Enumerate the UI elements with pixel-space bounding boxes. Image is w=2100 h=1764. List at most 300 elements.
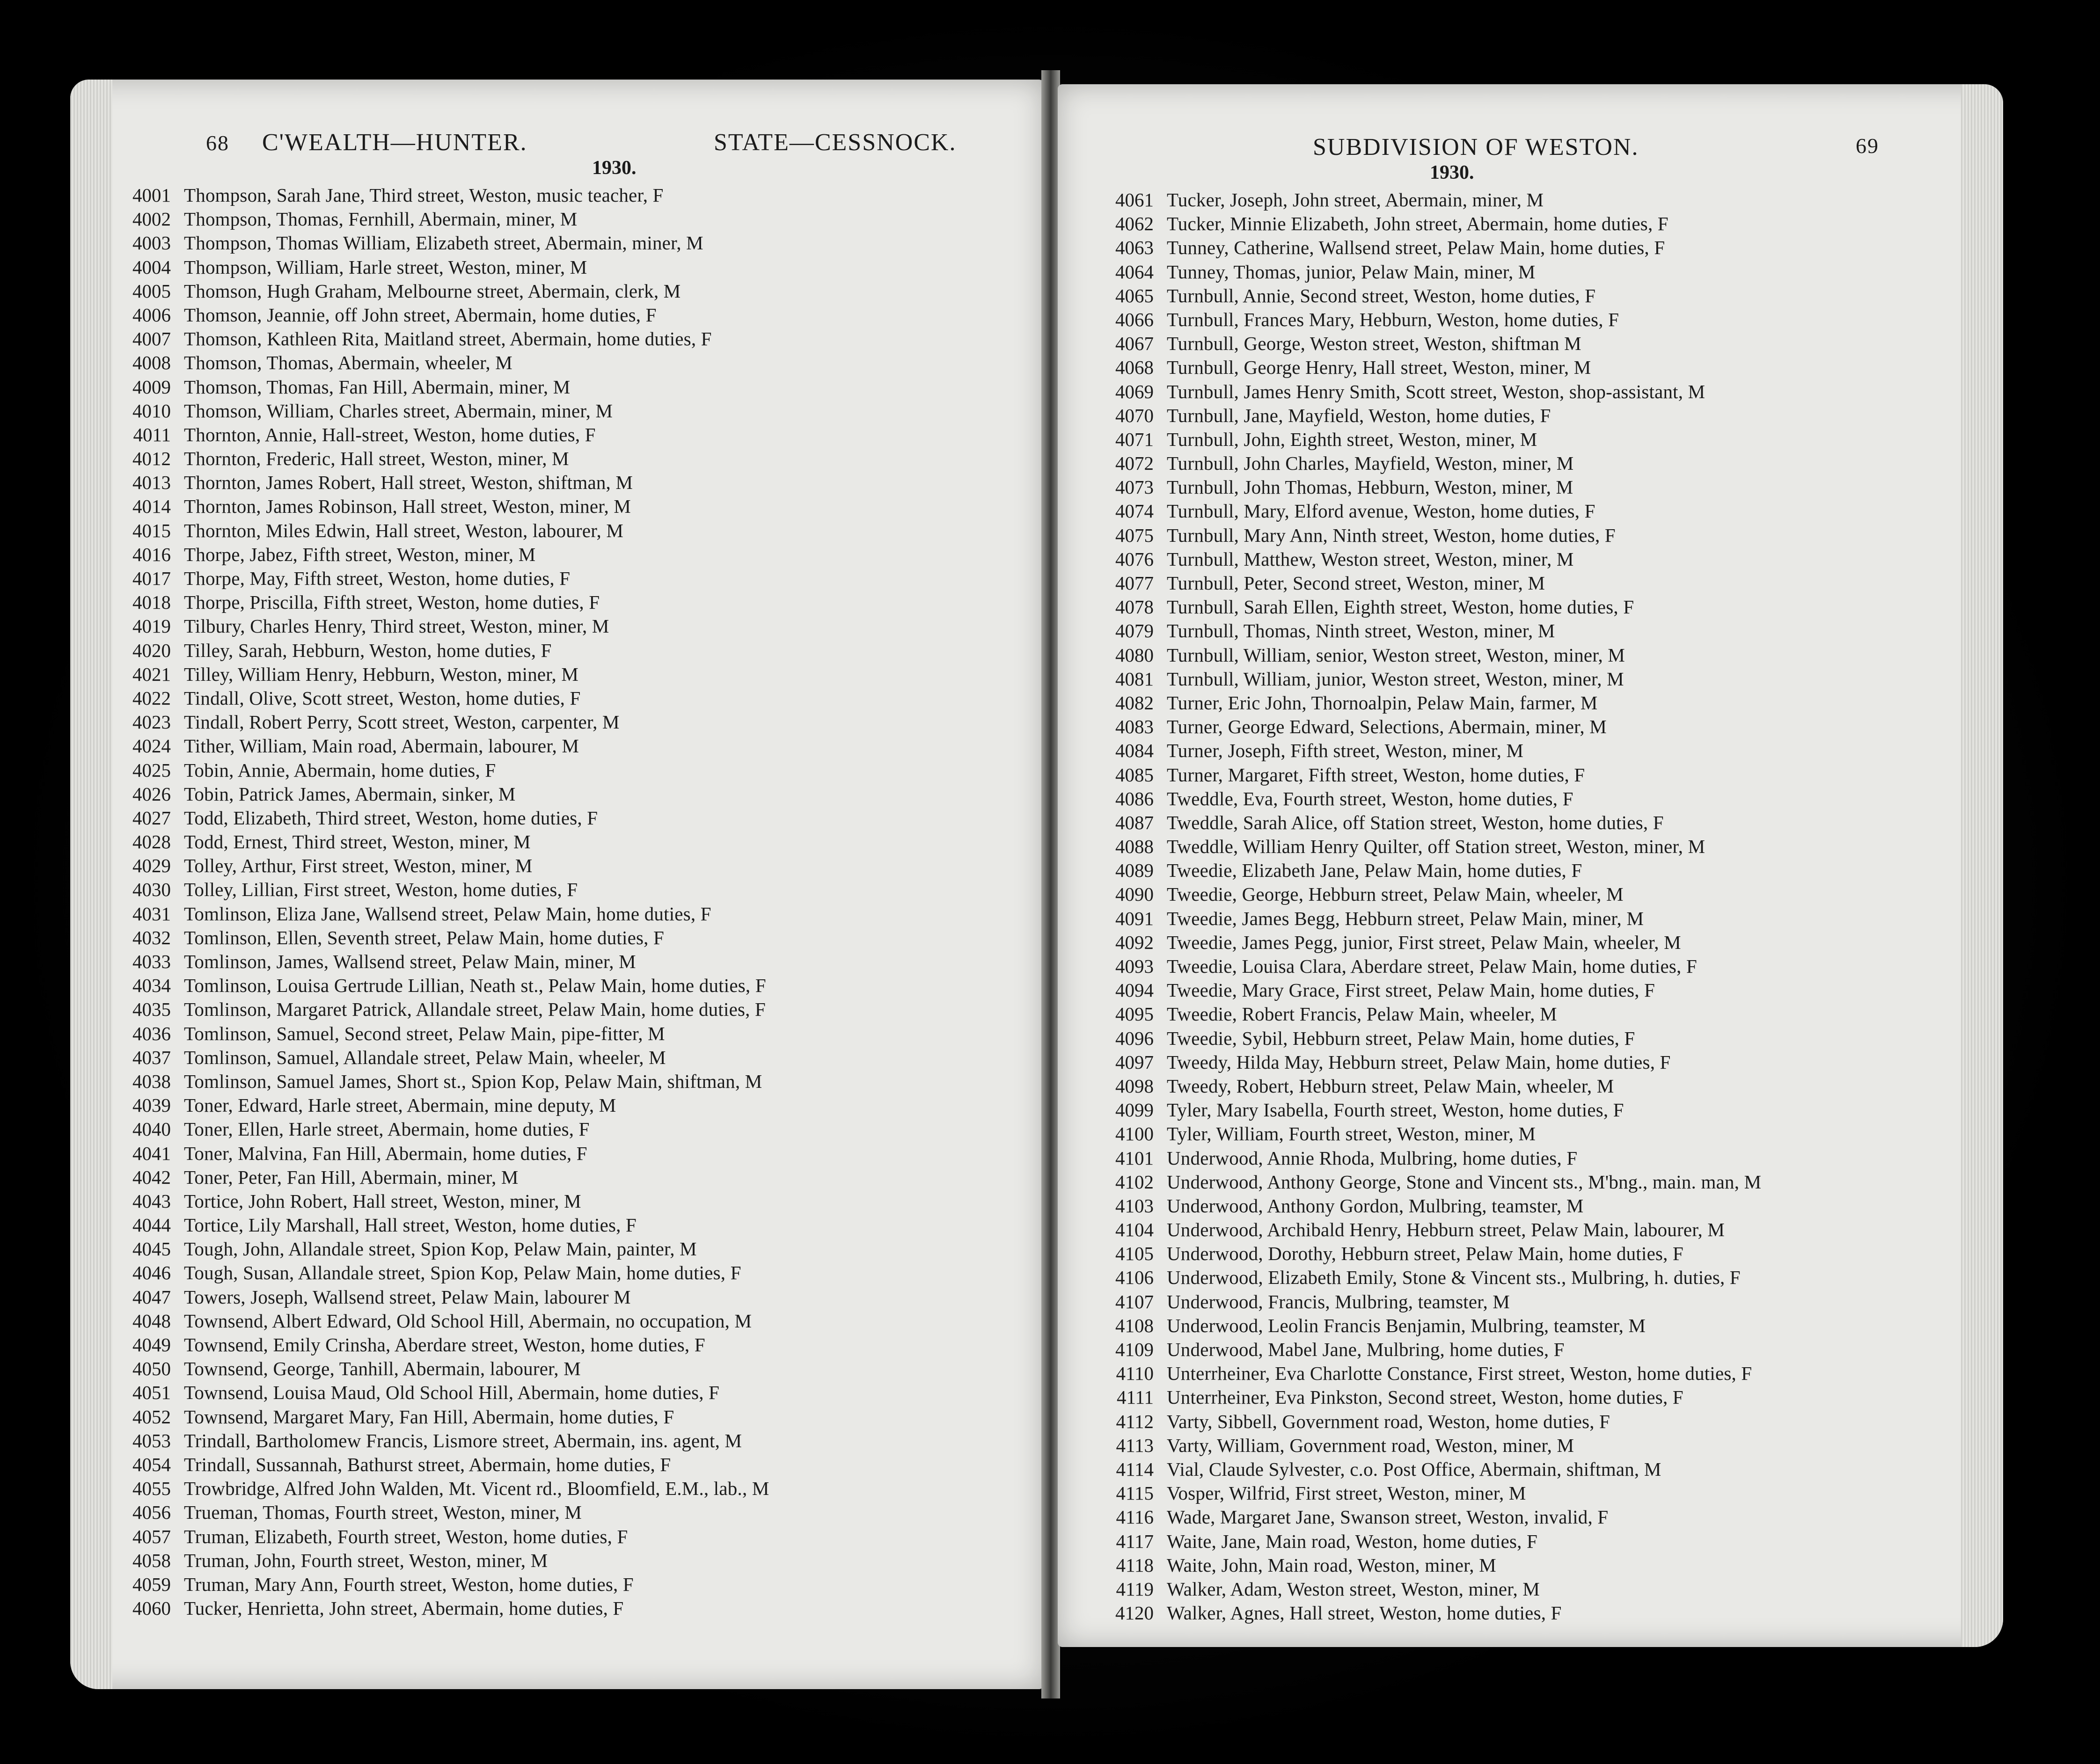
roll-entry bbox=[110, 758, 769, 782]
roll-entry bbox=[110, 974, 769, 998]
roll-entry bbox=[110, 1213, 769, 1237]
entry-text: Tobin, Patrick James, Abermain, sinker, M bbox=[184, 783, 516, 805]
entry-text: Turnbull, Matthew, Weston street, Weston, miner, M bbox=[1167, 548, 1574, 570]
entry-number: 4069 bbox=[1115, 380, 1154, 402]
entry-text: Underwood, Anthony George, Stone and Vincent sts., M'bng., main. man, M bbox=[1167, 1171, 1762, 1193]
roll-entry bbox=[1095, 1146, 1761, 1170]
entry-number: 4115 bbox=[1116, 1482, 1154, 1504]
roll-entry bbox=[1095, 308, 1761, 332]
entry-text: Underwood, Dorothy, Hebburn street, Pelaw Main, home duties, F bbox=[1167, 1243, 1684, 1265]
roll-entry bbox=[110, 231, 769, 255]
right-entry-list bbox=[1095, 188, 1761, 1625]
entry-number: 4006 bbox=[132, 304, 171, 326]
entry-text: Tilley, William Henry, Hebburn, Weston, miner, M bbox=[184, 663, 579, 685]
roll-entry bbox=[1095, 428, 1761, 452]
entry-text: Truman, Elizabeth, Fourth street, Weston, home duties, F bbox=[184, 1525, 628, 1547]
roll-entry bbox=[110, 998, 769, 1021]
entry-number: 4082 bbox=[1115, 692, 1154, 714]
roll-entry bbox=[110, 590, 769, 614]
entry-number: 4030 bbox=[132, 879, 171, 901]
roll-entry bbox=[110, 1022, 769, 1046]
entry-number: 4021 bbox=[132, 663, 171, 685]
entry-text: Tyler, Mary Isabella, Fourth street, Weston, home duties, F bbox=[1167, 1099, 1624, 1121]
entry-text: Thompson, Thomas William, Elizabeth street, Abermain, miner, M bbox=[184, 232, 703, 254]
entry-text: Thomson, Hugh Graham, Melbourne street, Abermain, clerk, M bbox=[184, 280, 681, 302]
entry-number: 4088 bbox=[1115, 836, 1154, 858]
entry-number: 4041 bbox=[132, 1142, 171, 1164]
entry-text: Tweedie, Robert Francis, Pelaw Main, wheeler, M bbox=[1167, 1003, 1557, 1025]
entry-number: 4027 bbox=[132, 807, 171, 829]
entry-text: Underwood, Francis, Mulbring, teamster, M bbox=[1167, 1290, 1510, 1312]
entry-text: Walker, Agnes, Hall street, Weston, home duties, F bbox=[1167, 1602, 1562, 1624]
entry-text: Thorpe, Priscilla, Fifth street, Weston, home duties, F bbox=[184, 591, 600, 613]
roll-entry bbox=[1095, 763, 1761, 787]
entry-number: 4092 bbox=[1115, 931, 1154, 953]
roll-entry bbox=[1095, 1170, 1761, 1194]
entry-text: Tucker, Henrietta, John street, Abermain, home duties, F bbox=[184, 1597, 624, 1619]
roll-entry bbox=[1095, 260, 1761, 284]
entry-text: Waite, Jane, Main road, Weston, home duties, F bbox=[1167, 1530, 1538, 1552]
roll-entry bbox=[1095, 1601, 1761, 1625]
entry-number: 4002 bbox=[132, 208, 171, 230]
entry-text: Tomlinson, Louisa Gertrude Lillian, Neath st., Pelaw Main, home duties, F bbox=[184, 975, 766, 997]
roll-entry bbox=[1095, 1338, 1761, 1362]
roll-entry bbox=[1095, 380, 1761, 404]
entry-text: Truman, John, Fourth street, Weston, miner, M bbox=[184, 1549, 548, 1571]
entry-number: 4036 bbox=[132, 1022, 171, 1044]
entry-text: Townsend, Margaret Mary, Fan Hill, Abermain, home duties, F bbox=[184, 1406, 674, 1428]
entry-text: Thomson, Thomas, Fan Hill, Abermain, miner, M bbox=[184, 376, 571, 398]
entry-number: 4053 bbox=[132, 1429, 171, 1451]
entry-number: 4080 bbox=[1115, 644, 1154, 666]
entry-number: 4096 bbox=[1115, 1027, 1154, 1049]
entry-number: 4109 bbox=[1115, 1339, 1154, 1360]
entry-text: Turnbull, George, Weston street, Weston, shiftman M bbox=[1167, 333, 1581, 355]
entry-number: 4007 bbox=[132, 328, 171, 350]
entry-text: Towers, Joseph, Wallsend street, Pelaw Main, labourer M bbox=[184, 1286, 631, 1308]
roll-entry bbox=[110, 686, 769, 710]
entry-number: 4013 bbox=[132, 472, 171, 494]
entry-text: Thomson, William, Charles street, Abermain, miner, M bbox=[184, 400, 613, 422]
entry-text: Tweddle, Sarah Alice, off Station street, Weston, home duties, F bbox=[1167, 811, 1664, 833]
roll-entry bbox=[110, 1429, 769, 1453]
roll-entry bbox=[1095, 1218, 1761, 1242]
roll-entry bbox=[1095, 978, 1761, 1002]
right-header-title: SUBDIVISION OF WESTON. bbox=[1313, 134, 1639, 160]
roll-entry bbox=[110, 854, 769, 878]
roll-entry bbox=[1095, 1434, 1761, 1458]
entry-number: 4057 bbox=[132, 1525, 171, 1547]
roll-entry bbox=[110, 782, 769, 806]
roll-entry bbox=[110, 830, 769, 854]
entry-number: 4065 bbox=[1115, 284, 1154, 306]
entry-number: 4052 bbox=[132, 1406, 171, 1428]
entry-number: 4064 bbox=[1115, 261, 1154, 283]
entry-number: 4103 bbox=[1115, 1195, 1154, 1217]
entry-number: 4045 bbox=[132, 1238, 171, 1260]
entry-number: 4044 bbox=[132, 1214, 171, 1236]
entry-text: Tindall, Olive, Scott street, Weston, home duties, F bbox=[184, 687, 581, 709]
roll-entry bbox=[1095, 1194, 1761, 1218]
roll-entry bbox=[1095, 739, 1761, 763]
entry-text: Trindall, Bartholomew Francis, Lismore street, Abermain, ins. agent, M bbox=[184, 1429, 742, 1451]
entry-text: Tomlinson, Samuel, Allandale street, Pelaw Main, wheeler, M bbox=[184, 1046, 666, 1068]
entry-number: 4024 bbox=[132, 735, 171, 757]
roll-entry bbox=[1095, 1314, 1761, 1338]
entry-text: Turnbull, Peter, Second street, Weston, miner, M bbox=[1167, 572, 1545, 594]
entry-text: Turnbull, John Charles, Mayfield, Weston, miner, M bbox=[1167, 452, 1574, 474]
entry-text: Turnbull, Sarah Ellen, Eighth street, Weston, home duties, F bbox=[1167, 596, 1634, 618]
entry-text: Turnbull, Mary, Elford avenue, Weston, home duties, F bbox=[1167, 500, 1595, 522]
entry-number: 4084 bbox=[1115, 740, 1154, 762]
entry-text: Walker, Adam, Weston street, Weston, miner, M bbox=[1167, 1578, 1540, 1600]
entry-text: Trindall, Sussannah, Bathurst street, Abermain, home duties, F bbox=[184, 1453, 671, 1475]
entry-number: 4102 bbox=[1115, 1171, 1154, 1193]
roll-entry bbox=[110, 519, 769, 543]
entry-number: 4094 bbox=[1115, 979, 1154, 1001]
roll-entry bbox=[1095, 332, 1761, 356]
roll-entry bbox=[110, 1405, 769, 1429]
entry-text: Unterrheiner, Eva Pinkston, Second street, Weston, home duties, F bbox=[1167, 1386, 1683, 1408]
entry-number: 4062 bbox=[1115, 213, 1154, 235]
entry-number: 4056 bbox=[132, 1502, 171, 1523]
entry-number: 4040 bbox=[132, 1118, 171, 1140]
entry-number: 4042 bbox=[132, 1166, 171, 1188]
roll-entry bbox=[1095, 547, 1761, 571]
roll-entry bbox=[1095, 356, 1761, 379]
entry-number: 4043 bbox=[132, 1190, 171, 1212]
entry-number: 4098 bbox=[1115, 1075, 1154, 1097]
roll-entry bbox=[110, 1070, 769, 1093]
entry-text: Tomlinson, Eliza Jane, Wallsend street, Pelaw Main, home duties, F bbox=[184, 903, 711, 925]
entry-text: Underwood, Elizabeth Emily, Stone & Vincent sts., Mulbring, h. duties, F bbox=[1167, 1267, 1741, 1289]
entry-text: Turnbull, Thomas, Ninth street, Weston, miner, M bbox=[1167, 620, 1555, 642]
roll-entry bbox=[1095, 188, 1761, 212]
roll-entry bbox=[110, 878, 769, 902]
roll-entry bbox=[110, 1381, 769, 1405]
roll-entry bbox=[110, 1261, 769, 1285]
roll-entry bbox=[110, 423, 769, 447]
roll-entry bbox=[110, 279, 769, 303]
entry-text: Thornton, James Robert, Hall street, Weston, shiftman, M bbox=[184, 472, 633, 494]
roll-entry bbox=[110, 1093, 769, 1117]
entry-text: Tunney, Thomas, junior, Pelaw Main, miner, M bbox=[1167, 261, 1536, 283]
entry-number: 4068 bbox=[1115, 357, 1154, 379]
roll-entry bbox=[110, 1142, 769, 1166]
roll-entry bbox=[110, 471, 769, 495]
entry-text: Thorpe, Jabez, Fifth street, Weston, miner, M bbox=[184, 543, 536, 565]
entry-text: Tomlinson, Samuel James, Short st., Spion Kop, Pelaw Main, shiftman, M bbox=[184, 1070, 762, 1092]
roll-entry bbox=[110, 447, 769, 471]
entry-number: 4060 bbox=[132, 1597, 171, 1619]
roll-entry bbox=[110, 902, 769, 926]
entry-number: 4108 bbox=[1115, 1314, 1154, 1336]
entry-number: 4054 bbox=[132, 1453, 171, 1475]
entry-text: Underwood, Anthony Gordon, Mulbring, teamster, M bbox=[1167, 1195, 1584, 1217]
entry-number: 4085 bbox=[1115, 764, 1154, 786]
roll-entry bbox=[110, 806, 769, 830]
roll-entry bbox=[1095, 1505, 1761, 1529]
entry-text: Varty, Sibbell, Government road, Weston, home duties, F bbox=[1167, 1410, 1610, 1432]
roll-entry bbox=[110, 567, 769, 590]
entry-text: Tucker, Minnie Elizabeth, John street, Abermain, home duties, F bbox=[1167, 213, 1668, 235]
roll-entry bbox=[1095, 643, 1761, 667]
entry-number: 4097 bbox=[1115, 1051, 1154, 1073]
roll-entry bbox=[110, 399, 769, 423]
roll-entry bbox=[1095, 667, 1761, 691]
roll-entry bbox=[1095, 1553, 1761, 1577]
roll-entry bbox=[110, 327, 769, 351]
entry-number: 4075 bbox=[1115, 524, 1154, 546]
entry-text: Thompson, Thomas, Fernhill, Abermain, miner, M bbox=[184, 208, 578, 230]
entry-number: 4038 bbox=[132, 1070, 171, 1092]
roll-entry bbox=[1095, 524, 1761, 547]
book-gutter bbox=[1041, 70, 1060, 1698]
roll-entry bbox=[110, 1285, 769, 1309]
entry-number: 4048 bbox=[132, 1310, 171, 1332]
entry-text: Thomson, Kathleen Rita, Maitland street, Abermain, home duties, F bbox=[184, 328, 712, 350]
entry-text: Thornton, James Robinson, Hall street, Weston, miner, M bbox=[184, 496, 631, 518]
entry-text: Tweddle, William Henry Quilter, off Station street, Weston, miner, M bbox=[1167, 836, 1705, 858]
entry-number: 4093 bbox=[1115, 955, 1154, 977]
entry-text: Truman, Mary Ann, Fourth street, Weston, home duties, F bbox=[184, 1573, 634, 1595]
entry-text: Tilbury, Charles Henry, Third street, Weston, miner, M bbox=[184, 615, 609, 637]
entry-text: Thomson, Jeannie, off John street, Abermain, home duties, F bbox=[184, 304, 657, 326]
entry-number: 4001 bbox=[132, 184, 171, 206]
entry-number: 4017 bbox=[132, 568, 171, 589]
entry-number: 4118 bbox=[1116, 1554, 1154, 1576]
entry-number: 4011 bbox=[133, 423, 171, 445]
roll-entry bbox=[1095, 1458, 1761, 1481]
entry-number: 4083 bbox=[1115, 716, 1154, 738]
left-year: 1930. bbox=[592, 157, 637, 179]
entry-number: 4016 bbox=[132, 543, 171, 565]
roll-entry bbox=[1095, 931, 1761, 955]
entry-number: 4086 bbox=[1115, 787, 1154, 809]
roll-entry bbox=[110, 1573, 769, 1596]
entry-text: Tweddle, Eva, Fourth street, Weston, home duties, F bbox=[1167, 787, 1573, 809]
entry-text: Tweedy, Robert, Hebburn street, Pelaw Main, wheeler, M bbox=[1167, 1075, 1614, 1097]
roll-entry bbox=[110, 710, 769, 734]
roll-entry bbox=[1095, 1242, 1761, 1266]
roll-entry bbox=[1095, 236, 1761, 260]
entry-text: Tweedie, Mary Grace, First street, Pelaw Main, home duties, F bbox=[1167, 979, 1655, 1001]
roll-entry bbox=[110, 1357, 769, 1381]
left-header-title: C'WEALTH—HUNTER. bbox=[262, 129, 527, 156]
entry-number: 4050 bbox=[132, 1358, 171, 1380]
roll-entry bbox=[1095, 619, 1761, 643]
entry-text: Turnbull, George Henry, Hall street, Weston, miner, M bbox=[1167, 357, 1591, 379]
entry-number: 4026 bbox=[132, 783, 171, 805]
entry-text: Tweedie, James Pegg, junior, First street, Pelaw Main, wheeler, M bbox=[1167, 931, 1681, 953]
entry-text: Tortice, Lily Marshall, Hall street, Weston, home duties, F bbox=[184, 1214, 637, 1236]
entry-number: 4091 bbox=[1115, 907, 1154, 929]
roll-entry bbox=[1095, 475, 1761, 499]
roll-entry bbox=[1095, 859, 1761, 882]
entry-text: Toner, Peter, Fan Hill, Abermain, miner, M bbox=[184, 1166, 519, 1188]
entry-number: 4073 bbox=[1115, 476, 1154, 498]
entry-text: Todd, Elizabeth, Third street, Weston, home duties, F bbox=[184, 807, 598, 829]
entry-text: Tomlinson, Samuel, Second street, Pelaw Main, pipe-fitter, M bbox=[184, 1022, 665, 1044]
entry-text: Turnbull, Mary Ann, Ninth street, Weston, home duties, F bbox=[1167, 524, 1616, 546]
roll-entry bbox=[1095, 907, 1761, 931]
left-entry-list bbox=[110, 183, 769, 1620]
entry-number: 4039 bbox=[132, 1094, 171, 1116]
entry-number: 4116 bbox=[1116, 1506, 1154, 1528]
entry-text: Trowbridge, Alfred John Walden, Mt. Vicent rd., Bloomfield, E.M., lab., M bbox=[184, 1478, 769, 1500]
page-edge-left bbox=[70, 80, 112, 1689]
entry-number: 4081 bbox=[1115, 668, 1154, 690]
entry-text: Todd, Ernest, Third street, Weston, miner, M bbox=[184, 831, 531, 853]
entry-text: Tweedie, Louisa Clara, Aberdare street, Pelaw Main, home duties, F bbox=[1167, 955, 1697, 977]
roll-entry bbox=[110, 1166, 769, 1189]
entry-text: Waite, John, Main road, Weston, miner, M bbox=[1167, 1554, 1496, 1576]
entry-number: 4047 bbox=[132, 1286, 171, 1308]
roll-entry bbox=[110, 207, 769, 231]
entry-number: 4074 bbox=[1115, 500, 1154, 522]
entry-text: Turner, George Edward, Selections, Abermain, miner, M bbox=[1167, 716, 1607, 738]
roll-entry bbox=[1095, 955, 1761, 978]
roll-entry bbox=[110, 1189, 769, 1213]
entry-number: 4020 bbox=[132, 639, 171, 661]
entry-number: 4015 bbox=[132, 519, 171, 541]
entry-number: 4009 bbox=[132, 376, 171, 398]
entry-number: 4004 bbox=[132, 256, 171, 278]
entry-number: 4078 bbox=[1115, 596, 1154, 618]
entry-number: 4104 bbox=[1115, 1219, 1154, 1241]
entry-text: Turnbull, William, senior, Weston street, Weston, miner, M bbox=[1167, 644, 1625, 666]
roll-entry bbox=[110, 926, 769, 950]
roll-entry bbox=[110, 1549, 769, 1573]
entry-text: Underwood, Leolin Francis Benjamin, Mulbring, teamster, M bbox=[1167, 1314, 1646, 1336]
entry-text: Underwood, Annie Rhoda, Mulbring, home duties, F bbox=[1167, 1147, 1578, 1169]
entry-text: Thorpe, May, Fifth street, Weston, home duties, F bbox=[184, 568, 571, 589]
entry-text: Vial, Claude Sylvester, c.o. Post Office, Abermain, shiftman, M bbox=[1167, 1458, 1661, 1480]
entry-number: 4071 bbox=[1115, 428, 1154, 450]
entry-text: Turnbull, Frances Mary, Hebburn, Weston, home duties, F bbox=[1167, 308, 1619, 330]
entry-number: 4037 bbox=[132, 1046, 171, 1068]
entry-number: 4022 bbox=[132, 687, 171, 709]
entry-number: 4061 bbox=[1115, 189, 1154, 211]
roll-entry bbox=[110, 255, 769, 279]
entry-number: 4112 bbox=[1116, 1410, 1154, 1432]
roll-entry bbox=[110, 614, 769, 638]
right-year: 1930. bbox=[1430, 162, 1474, 183]
roll-entry bbox=[1095, 1530, 1761, 1553]
entry-text: Townsend, Emily Crinsha, Aberdare street, Weston, home duties, F bbox=[184, 1334, 705, 1356]
roll-entry bbox=[110, 1477, 769, 1501]
right-page bbox=[1058, 84, 2003, 1647]
entry-number: 4014 bbox=[132, 496, 171, 518]
roll-entry bbox=[1095, 1074, 1761, 1098]
entry-text: Tweedie, Elizabeth Jane, Pelaw Main, home duties, F bbox=[1167, 860, 1582, 882]
roll-entry bbox=[110, 543, 769, 567]
entry-number: 4028 bbox=[132, 831, 171, 853]
entry-text: Thornton, Miles Edwin, Hall street, Weston, labourer, M bbox=[184, 519, 624, 541]
entry-text: Turnbull, John Thomas, Hebburn, Weston, miner, M bbox=[1167, 476, 1573, 498]
entry-text: Turnbull, Annie, Second street, Weston, home duties, F bbox=[1167, 284, 1596, 306]
entry-number: 4111 bbox=[1117, 1386, 1154, 1408]
roll-entry bbox=[110, 1237, 769, 1261]
entry-number: 4117 bbox=[1116, 1530, 1154, 1552]
entry-text: Thornton, Frederic, Hall street, Weston, miner, M bbox=[184, 448, 569, 470]
roll-entry bbox=[1095, 1481, 1761, 1505]
roll-entry bbox=[1095, 1362, 1761, 1385]
entry-text: Turner, Eric John, Thornoalpin, Pelaw Main, farmer, M bbox=[1167, 692, 1598, 714]
roll-entry bbox=[110, 375, 769, 399]
entry-number: 4063 bbox=[1115, 237, 1154, 259]
entry-text: Townsend, George, Tanhill, Abermain, labourer, M bbox=[184, 1358, 581, 1380]
entry-text: Turnbull, John, Eighth street, Weston, miner, M bbox=[1167, 428, 1537, 450]
roll-entry bbox=[1095, 1266, 1761, 1290]
entry-text: Tortice, John Robert, Hall street, Weston, miner, M bbox=[184, 1190, 581, 1212]
roll-entry bbox=[1095, 691, 1761, 715]
entry-text: Turner, Joseph, Fifth street, Weston, miner, M bbox=[1167, 740, 1524, 762]
entry-text: Varty, William, Government road, Weston, miner, M bbox=[1167, 1434, 1574, 1456]
roll-entry bbox=[1095, 1027, 1761, 1050]
entry-number: 4099 bbox=[1115, 1099, 1154, 1121]
entry-text: Trueman, Thomas, Fourth street, Weston, miner, M bbox=[184, 1502, 582, 1523]
left-page bbox=[70, 80, 1044, 1689]
entry-number: 4023 bbox=[132, 711, 171, 733]
entry-number: 4051 bbox=[132, 1382, 171, 1404]
entry-text: Tucker, Joseph, John street, Abermain, miner, M bbox=[1167, 189, 1544, 211]
roll-entry bbox=[110, 950, 769, 974]
roll-entry bbox=[1095, 452, 1761, 475]
entry-number: 4059 bbox=[132, 1573, 171, 1595]
roll-entry bbox=[1095, 715, 1761, 739]
entry-text: Thompson, Sarah Jane, Third street, Weston, music teacher, F bbox=[184, 184, 664, 206]
page-edge-right bbox=[1961, 84, 2003, 1647]
entry-number: 4077 bbox=[1115, 572, 1154, 594]
entry-text: Tough, John, Allandale street, Spion Kop, Pelaw Main, painter, M bbox=[184, 1238, 697, 1260]
entry-number: 4032 bbox=[132, 926, 171, 948]
entry-number: 4049 bbox=[132, 1334, 171, 1356]
entry-text: Townsend, Louisa Maud, Old School Hill, Abermain, home duties, F bbox=[184, 1382, 720, 1404]
roll-entry bbox=[1095, 882, 1761, 906]
entry-text: Underwood, Archibald Henry, Hebburn street, Pelaw Main, labourer, M bbox=[1167, 1219, 1725, 1241]
roll-entry bbox=[110, 351, 769, 375]
roll-entry bbox=[110, 1333, 769, 1357]
entry-number: 4110 bbox=[1116, 1363, 1154, 1385]
entry-text: Tilley, Sarah, Hebburn, Weston, home duties, F bbox=[184, 639, 552, 661]
entry-text: Tolley, Arthur, First street, Weston, miner, M bbox=[184, 855, 533, 877]
entry-number: 4113 bbox=[1116, 1434, 1154, 1456]
entry-text: Thornton, Annie, Hall-street, Weston, home duties, F bbox=[184, 423, 596, 445]
entry-text: Tolley, Lillian, First street, Weston, home duties, F bbox=[184, 879, 578, 901]
entry-number: 4008 bbox=[132, 352, 171, 374]
entry-text: Tweedie, Sybil, Hebburn street, Pelaw Main, home duties, F bbox=[1167, 1027, 1635, 1049]
entry-number: 4076 bbox=[1115, 548, 1154, 570]
roll-entry bbox=[1095, 1385, 1761, 1409]
roll-entry bbox=[1095, 1002, 1761, 1026]
entry-text: Toner, Malvina, Fan Hill, Abermain, home duties, F bbox=[184, 1142, 587, 1164]
entry-text: Tweedy, Hilda May, Hebburn street, Pelaw Main, home duties, F bbox=[1167, 1051, 1671, 1073]
roll-entry bbox=[110, 1453, 769, 1477]
entry-number: 4107 bbox=[1115, 1290, 1154, 1312]
entry-text: Tomlinson, James, Wallsend street, Pelaw Main, miner, M bbox=[184, 951, 636, 972]
roll-entry bbox=[1095, 811, 1761, 835]
entry-number: 4070 bbox=[1115, 404, 1154, 426]
entry-number: 4012 bbox=[132, 448, 171, 470]
entry-text: Tough, Susan, Allandale street, Spion Kop, Pelaw Main, home duties, F bbox=[184, 1262, 741, 1284]
entry-number: 4101 bbox=[1115, 1147, 1154, 1169]
entry-text: Tyler, William, Fourth street, Weston, miner, M bbox=[1167, 1123, 1536, 1145]
entry-number: 4055 bbox=[132, 1478, 171, 1500]
roll-entry bbox=[1095, 1050, 1761, 1074]
entry-text: Turnbull, William, junior, Weston street, Weston, miner, M bbox=[1167, 668, 1624, 690]
entry-text: Thomson, Thomas, Abermain, wheeler, M bbox=[184, 352, 512, 374]
